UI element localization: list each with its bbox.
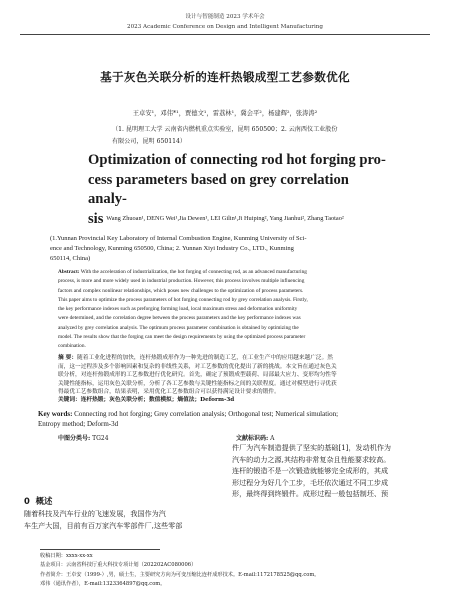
abstract-en-line: analyzed by grey correlation analysis. The optimum process parameter combination is obtained by optimizing the — [58, 324, 299, 331]
abstract-en — [58, 268, 396, 352]
abstract-en-label: Abstract: — [58, 269, 80, 275]
abstract-cn-label: 摘 要： — [58, 355, 78, 361]
footnote-line: 作者简介：王卓安（1999-）,男，硕士生，主要研究方向为可变压缩比连杆成形技术。E-mail:1172178525@qq.com。 — [40, 571, 320, 578]
body-column-left — [24, 508, 224, 531]
keywords-en-line: Connecting rod hot forging; Grey correlation analysis; Orthogonal test; Numerical simulation; — [72, 410, 339, 418]
affiliation-en — [50, 234, 405, 264]
abstract-en-line: the key performance indexes such as preforging forming load, local maximum stress and deformation uniformity — [58, 306, 298, 313]
footnote-rule — [40, 549, 160, 550]
body-column-right — [232, 442, 432, 500]
abstract-en-line: factors and complex nonlinear relationships, which poses new challenges to the optimization of process parameters. — [58, 287, 304, 294]
affiliation-en-line: ence and Technology, Kunming 650500, China; 2. Yunnan Xiyi Industry Co., LTD., Kunming — [50, 245, 294, 252]
section-number: 0 — [24, 496, 30, 506]
document-code — [236, 433, 274, 442]
header-line-en: 2023 Academic Conference on Design and Intelligent Manufacturing — [127, 24, 323, 30]
title-en-line: sis — [88, 210, 104, 227]
keywords-en-line: Entropy method; Deform-3d — [38, 420, 119, 429]
document-code-label: 文献标识码: — [236, 435, 269, 442]
authors-en: Wang Zhuoan¹, DENG Wei¹,Jia Dewen¹, LEI Gilin¹,Ji Huiping², Yang Jianhui², Zhang Taotao² — [106, 215, 344, 222]
section-title: 概述 — [35, 496, 53, 506]
abstract-cn — [58, 354, 396, 397]
header-rule — [20, 34, 430, 35]
abstract-cn-line: 得最优工艺参数组合，结果表明，采用优化工艺参数组合可以获得满足设计要求的锻件。 — [58, 389, 280, 396]
keywords-en — [38, 409, 400, 430]
affiliation-en-line: 650114, China) — [50, 255, 91, 262]
title-en-line: Optimization of connecting rod hot forging pro- — [88, 152, 386, 168]
abstract-cn-line: 随着工业化进程的加快，连杆热锻成形作为一种先进的制造工艺，在工业生产中的应用越来越广泛。然 — [77, 355, 333, 361]
body-line: 形，最终得到终锻件。成形过程一般包括制坯、预 — [232, 489, 389, 499]
authors-cn: 王卓安¹，邓伟*¹，贾德文¹，雷荔林¹，冀会平²，杨建辉²，张涛涛² — [132, 110, 318, 117]
keywords-cn-text: 连杆热锻；灰色关联分析；数值模拟；熵值法；Deform-3d — [80, 397, 235, 403]
body-line: 随着科技及汽车行业的飞速发展，我国作为汽 — [24, 509, 166, 518]
footnote-line: 收稿日期：xxxx-xx-xx — [40, 553, 93, 559]
footnote-line: 基金项目：云南省科技厅重大科技专项计划（202202AC080006） — [40, 562, 197, 569]
document-code-value: A — [268, 435, 275, 442]
affiliation-cn-line: （1. 昆明理工大学 云南省内燃机重点实验室，昆明 650500；2. 云南西仪工业股份 — [112, 126, 338, 133]
title-cn: 基于灰色关联分析的连杆热锻成型工艺参数优化 — [100, 70, 350, 84]
header-line-cn: 设计与智能制造 2023 学术年会 — [185, 14, 265, 20]
body-line: 汽车的动力之源,其结构非常复杂且性能要求较高。 — [232, 454, 391, 464]
abstract-en-line: combination. — [58, 343, 86, 350]
clc-number — [58, 433, 109, 442]
clc-value: TG24 — [90, 435, 109, 442]
clc-label: 中图分类号: — [58, 435, 91, 442]
affiliation-cn-line: 有限公司，昆明 650114） — [112, 138, 186, 145]
keywords-cn-label: 关键词： — [58, 397, 81, 403]
abstract-cn-line: 联分析，对连杆热锻成形的工艺参数进行优化研究。首先，确定了预锻成型载荷、局部最大应力、变形均匀性等 — [58, 372, 337, 379]
keywords-cn — [58, 396, 396, 405]
body-line: 连杆的锻造不是一次锻造就能够完全成形的，其成 — [232, 466, 389, 476]
affiliation-en-line: (1.Yunnan Provincial Key Laboratory of Internal Combustion Engine, Kunming University of Sci- — [50, 235, 307, 242]
abstract-cn-line: 关键性能指标，运用灰色关联分析，分析了各工艺参数与关键性能指标之间的关联程度。通过对模型进行寻优获 — [58, 380, 337, 387]
footnote-line: 邓伟（通讯作者），E-mail:1323364897@qq.com。 — [40, 580, 166, 587]
title-en-line: cess parameters based on grey correlation analy- — [88, 171, 349, 207]
abstract-en-line: This paper aims to optimize the process parameters of hot forging connecting rod by grey correlation analysis. Firstly, — [58, 296, 308, 303]
keywords-en-label: Key words: — [38, 410, 73, 418]
body-line: 车生产大国，目前有百万家汽车零部件厂,这些零部 — [24, 520, 183, 530]
abstract-cn-line: 而，这一过程涉及多个影响因素和复杂的非线性关系，对工艺参数的优化提出了新的挑战。本文旨在通过灰色关 — [58, 363, 337, 370]
body-line: 件厂为汽车制造提供了坚实的基础[1]，发动机作为 — [232, 443, 392, 452]
body-line: 形过程分为好几个工步，毛坯依次通过不同工步成 — [232, 477, 389, 487]
abstract-en-line: With the acceleration of industrialization, the hot forging of connecting rod, as an advanced manufacturing — [80, 269, 307, 275]
footnotes — [40, 552, 430, 589]
section-heading — [24, 495, 52, 507]
abstract-en-line: model. The results show that the forging can meet the design requirements by using the optimized process parameter — [58, 334, 306, 341]
abstract-en-line: process, is more and more widely used in industrial production. However, this process involves multiple influencing — [58, 278, 305, 285]
abstract-en-line: were determined, and the correlation degree between the process parameters and the key performance indexes was — [58, 315, 301, 322]
